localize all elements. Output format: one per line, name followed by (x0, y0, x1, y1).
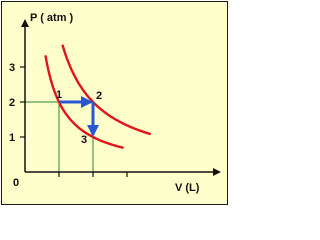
y-tick-label-3: 3 (9, 62, 16, 74)
y-tick-label-1: 1 (9, 132, 16, 144)
origin-label: 0 (13, 177, 20, 189)
isotherm-curve-outer (62, 45, 150, 135)
point-label-3: 3 (81, 134, 88, 146)
x-axis-label: V (L) (175, 182, 200, 194)
point-label-1: 1 (56, 89, 63, 101)
y-tick-label-2: 2 (9, 97, 16, 109)
y-axis-label: P ( atm ) (30, 12, 74, 24)
point-label-2: 2 (96, 90, 103, 102)
